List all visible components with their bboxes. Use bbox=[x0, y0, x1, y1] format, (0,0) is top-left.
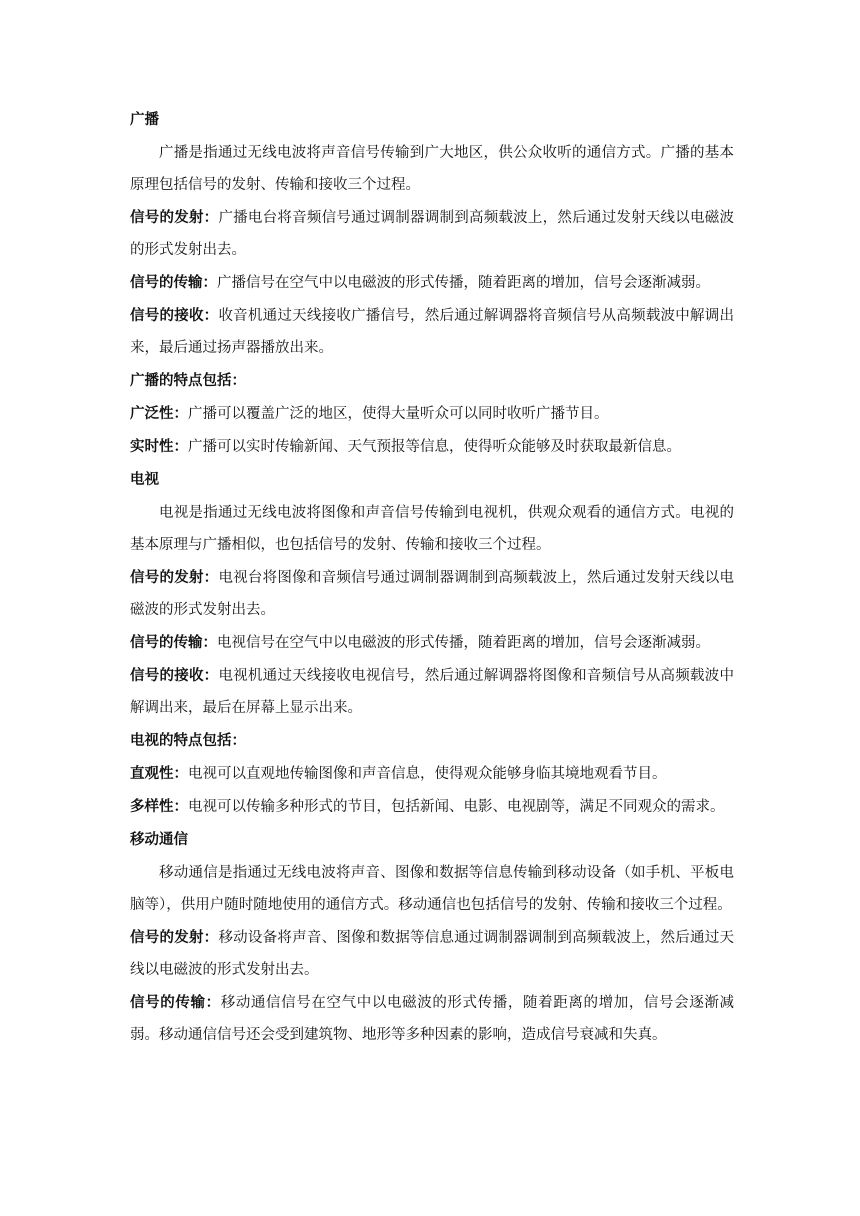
process-text: 收音机通过天线接收广播信号，然后通过解调器将音频信号从高频载波中解调出来，最后通过扬声器播放出来。 bbox=[130, 308, 735, 356]
features-title-television: 电视的特点包括： bbox=[130, 733, 246, 749]
feature-text: 电视可以传输多种形式的节目，包括新闻、电影、电视剧等，满足不同观众的需求。 bbox=[188, 799, 725, 815]
process-term: 信号的接收： bbox=[130, 308, 219, 324]
process-text: 广播信号在空气中以电磁波的形式传播，随着距离的增加，信号会逐渐减弱。 bbox=[217, 275, 710, 291]
process-text: 广播电台将音频信号通过调制器调制到高频载波上，然后通过发射天线以电磁波的形式发射出去。 bbox=[130, 210, 735, 258]
process-item bbox=[130, 202, 734, 266]
process-term: 信号的发射： bbox=[130, 570, 219, 586]
feature-text: 电视可以直观地传输图像和声音信息，使得观众能够身临其境地观看节目。 bbox=[188, 766, 667, 782]
process-item bbox=[130, 922, 734, 986]
features-title-broadcast: 广播的特点包括： bbox=[130, 373, 246, 389]
feature-item bbox=[130, 758, 734, 790]
process-item bbox=[130, 267, 734, 299]
process-text: 移动通信信号在空气中以电磁波的形式传播，随着距离的增加，信号会逐渐减弱。移动通信信号还会受到建筑物、地形等多种因素的影响，造成信号衰减和失真。 bbox=[130, 995, 735, 1043]
process-item bbox=[130, 987, 734, 1051]
feature-text: 广播可以实时传输新闻、天气预报等信息，使得听众能够及时获取最新信息。 bbox=[188, 439, 681, 455]
process-item bbox=[130, 300, 734, 364]
section-title-television: 电视 bbox=[130, 472, 159, 488]
process-item bbox=[130, 660, 734, 724]
feature-term: 实时性： bbox=[130, 439, 188, 455]
feature-text: 广播可以覆盖广泛的地区，使得大量听众可以同时收听广播节目。 bbox=[188, 406, 609, 422]
process-text: 电视台将图像和音频信号通过调制器调制到高频载波上，然后通过发射天线以电磁波的形式发射出去。 bbox=[130, 570, 735, 618]
feature-item bbox=[130, 398, 734, 430]
process-term: 信号的发射： bbox=[130, 210, 219, 226]
section-intro-broadcast: 广播是指通过无线电波将声音信号传输到广大地区，供公众收听的通信方式。广播的基本原理包括信号的发射、传输和接收三个过程。 bbox=[130, 145, 734, 193]
document-body bbox=[130, 108, 734, 1056]
feature-term: 多样性： bbox=[130, 799, 188, 815]
section-intro-television: 电视是指通过无线电波将图像和声音信号传输到电视机，供观众观看的通信方式。电视的基本原理与广播相似，也包括信号的发射、传输和接收三个过程。 bbox=[130, 505, 734, 553]
process-term: 信号的传输： bbox=[130, 275, 217, 291]
process-term: 信号的接收： bbox=[130, 668, 219, 684]
feature-term: 直观性： bbox=[130, 766, 188, 782]
process-text: 电视机通过天线接收电视信号，然后通过解调器将图像和音频信号从高频载波中解调出来，最后在屏幕上显示出来。 bbox=[130, 668, 735, 716]
feature-item bbox=[130, 431, 734, 463]
feature-term: 广泛性： bbox=[130, 406, 188, 422]
section-title-broadcast: 广播 bbox=[130, 112, 159, 128]
feature-item bbox=[130, 791, 734, 823]
process-term: 信号的发射： bbox=[130, 930, 219, 946]
process-item bbox=[130, 562, 734, 626]
process-text: 移动设备将声音、图像和数据等信息通过调制器调制到高频载波上，然后通过天线以电磁波的形式发射出去。 bbox=[130, 930, 735, 978]
process-term: 信号的传输： bbox=[130, 995, 221, 1011]
process-text: 电视信号在空气中以电磁波的形式传播，随着距离的增加，信号会逐渐减弱。 bbox=[217, 635, 710, 651]
section-title-mobile: 移动通信 bbox=[130, 832, 188, 848]
process-term: 信号的传输： bbox=[130, 635, 217, 651]
section-intro-mobile: 移动通信是指通过无线电波将声音、图像和数据等信息传输到移动设备（如手机、平板电脑等），供用户随时随地使用的通信方式。移动通信也包括信号的发射、传输和接收三个过程。 bbox=[130, 865, 734, 913]
process-item bbox=[130, 627, 734, 659]
